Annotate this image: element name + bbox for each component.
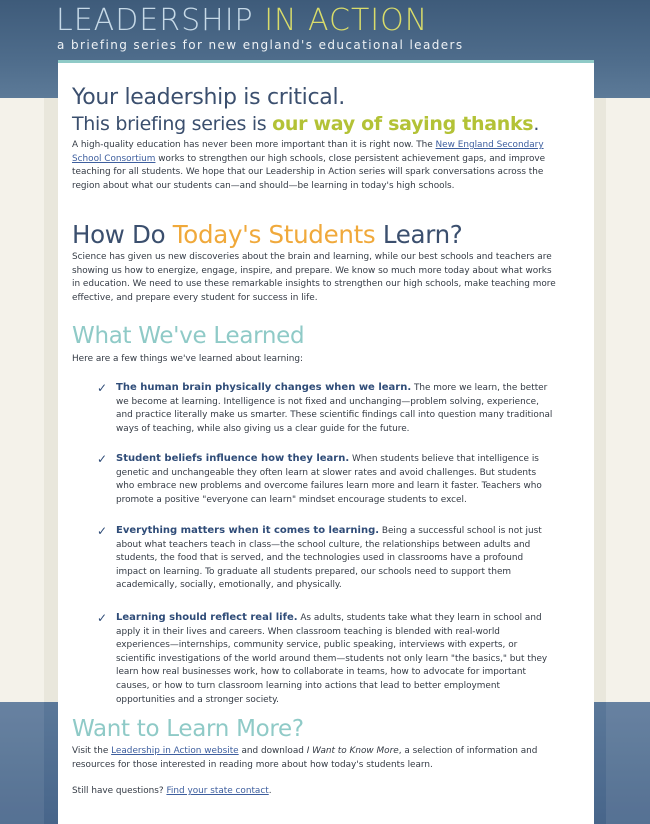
learn-more-heading: Want to Learn More? — [72, 716, 304, 742]
learned-intro: Here are a few things we've learned about learning: — [72, 354, 303, 364]
list-item-lead: Student beliefs influence how they learn. — [116, 453, 350, 464]
state-contact-link[interactable]: Find your state contact — [166, 786, 269, 796]
learn-more-paragraph — [72, 745, 558, 772]
list-item-text — [116, 381, 556, 436]
intro-paragraph-text: A high-quality education has never been more important than it is right now. The — [72, 140, 436, 150]
checkmark-icon: ✓ — [97, 611, 108, 625]
masthead-title — [56, 3, 428, 38]
how-heading-text: How Do — [72, 220, 173, 249]
list-item-body: As adults, students take what they learn in school and apply it in their lives and careers. When classroom teaching is blended with real-world experiences—internships, community service, public speaking, interviews with experts, or scientific investigations of the world around them—students not only learn "the basics," but they learn how real businesses work, how to collaborate in teams, how to advocate for important causes, or how to turn classroom learning into actions that lead to better employment opportunities and a stronger society. — [116, 613, 548, 705]
intro-subheading-highlight: our way of saying thanks — [272, 113, 534, 135]
questions-line — [72, 785, 558, 799]
list-item-lead: Everything matters when it comes to learning. — [116, 525, 380, 536]
list-item-lead: The human brain physically changes when we learn. — [116, 382, 412, 393]
learn-more-text: , a selection of information and resources for those interested in reading more about how today's students learn. — [72, 746, 538, 770]
learn-more-text: Visit the — [72, 746, 112, 756]
intro-subheading — [72, 113, 539, 135]
how-heading-text: Learn? — [375, 220, 463, 249]
checkmark-icon: ✓ — [97, 524, 108, 538]
list-item-text — [116, 611, 556, 707]
masthead-subtitle: a briefing series for new england's educational leaders — [57, 38, 464, 52]
intro-subheading-end: . — [533, 113, 540, 135]
lia-website-link[interactable]: Leadership in Action website — [111, 746, 239, 756]
list-item-body: Being a successful school is not just about what teachers teach in class—the school culture, the relationships between adults and students, the food that is served, and the technologies used in classrooms have a profound impact on learning. To graduate all students prepared, our schools need to support them academically, socially, emotionally, and physically. — [116, 526, 542, 591]
list-item-text — [116, 452, 556, 507]
background-band-left — [0, 98, 44, 702]
list-item-text — [116, 524, 556, 593]
nessc-link[interactable]: New England Secondary School Consortium — [72, 140, 544, 164]
list-item-body: When students believe that intelligence is genetic and unchangeable they often learn at slower rates and avoid challenges. But students who embrace new problems and overcome failures learn more and learn it faster. Teachers who promote a positive "everyone can learn" mindset encourage students to excel. — [116, 454, 542, 505]
how-paragraph: Science has given us new discoveries about the brain and learning, while our best schools and teachers are showing us how to energize, engage, inspire, and prepare. We know so much more today about what works in education. We need to use these remarkable insights to strengthen our high schools, make teaching more effective, and prepare every student for success in life. — [72, 252, 556, 303]
intro-paragraph-text: works to strengthen our high schools, close persistent achievement gaps, and improve teaching for all students. We hope that our Leadership in Action series will spark conversations across the region about what our students can—and should—be learning in today's high schools. — [72, 153, 546, 191]
questions-text: . — [268, 786, 272, 796]
background-band-right — [606, 98, 650, 702]
questions-text: Still have questions? — [72, 786, 167, 796]
how-heading-highlight: Today's Students — [172, 220, 376, 249]
intro-heading: Your leadership is critical. — [72, 85, 345, 110]
learned-heading: What We've Learned — [72, 323, 305, 349]
publication-title: I Want to Know More — [306, 746, 399, 756]
list-item-lead: Learning should reflect real life. — [116, 612, 298, 623]
checkmark-icon: ✓ — [97, 381, 108, 395]
footer-stripe — [0, 702, 44, 824]
content-card — [58, 60, 594, 824]
checkmark-icon: ✓ — [97, 452, 108, 466]
masthead-title-part1: LEADERSHIP — [56, 3, 254, 38]
footer-stripe — [606, 702, 650, 824]
list-item-body: The more we learn, the better we become at learning. Intelligence is not fixed and unchanging—problem solving, experience, and practice literally make us smarter. These scientific findings call into question many traditional ways of teaching, while also giving us a clear guide for the future. — [116, 383, 553, 434]
how-heading — [72, 220, 463, 249]
masthead-title-part2: IN ACTION — [264, 3, 429, 38]
learn-more-text: and download — [238, 746, 307, 756]
intro-subheading-text: This briefing series is — [72, 113, 273, 135]
intro-paragraph — [72, 139, 558, 193]
